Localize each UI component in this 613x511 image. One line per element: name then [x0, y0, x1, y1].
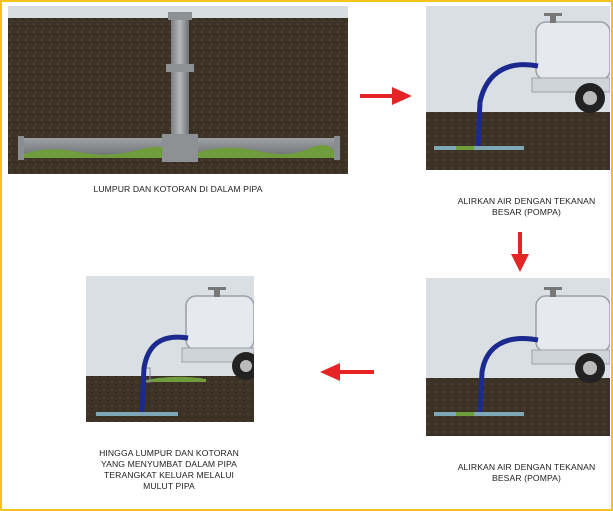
panel-pipe-clogged — [8, 6, 348, 174]
riser-pipe — [171, 14, 189, 154]
buried-pipe — [434, 412, 524, 416]
water-tank — [536, 22, 610, 80]
caption-step-1: LUMPUR DAN KOTORAN DI DALAM PIPA — [93, 184, 263, 194]
buried-pipe — [96, 412, 178, 416]
buried-pipe — [434, 146, 524, 150]
arrow-down-icon — [510, 230, 530, 274]
soil — [426, 112, 610, 170]
panel-sludge-expelled — [86, 276, 254, 422]
panel-pump-truck-1 — [426, 6, 610, 170]
pipe-end-left — [18, 136, 24, 160]
pipe-end-right — [334, 136, 340, 160]
riser-cap — [168, 12, 192, 20]
water-tank — [186, 296, 254, 350]
arrow-right-icon — [358, 86, 414, 106]
caption-step-4: HINGGA LUMPUR DAN KOTORAN YANG MENYUMBAT DALAM PIPA TERANGKAT KELUAR MELALUI MULUT PIPA — [99, 448, 239, 491]
soil — [426, 378, 610, 436]
water-tank — [536, 296, 610, 352]
riser-coupling — [166, 64, 194, 72]
arrow-left-icon — [318, 362, 376, 382]
caption-step-2: ALIRKAN AIR DENGAN TEKANAN BESAR (POMPA) — [457, 196, 596, 217]
caption-step-3: ALIRKAN AIR DENGAN TEKANAN BESAR (POMPA) — [457, 462, 596, 483]
tee-junction — [162, 134, 198, 162]
panel-pump-truck-2 — [426, 278, 610, 436]
